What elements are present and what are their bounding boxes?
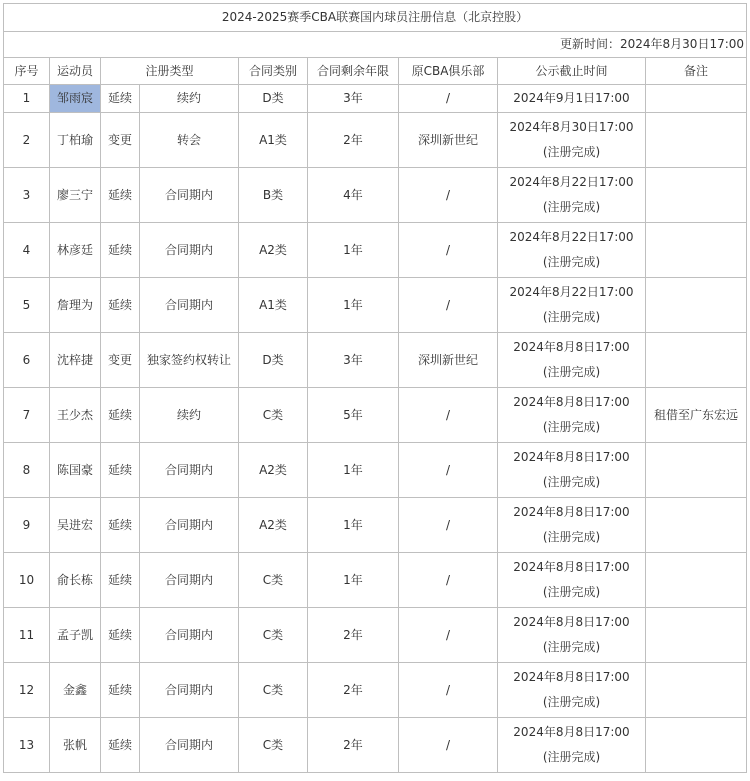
update-time: 更新时间：2024年8月30日17:00 (4, 32, 747, 58)
player-cell: 孟子凯 (50, 608, 101, 663)
former-club-cell: / (399, 553, 498, 608)
player-cell: 俞长栋 (50, 553, 101, 608)
deadline-date: 2024年8月8日17:00 (513, 670, 630, 684)
seq-cell: 6 (4, 333, 50, 388)
former-club-cell: / (399, 663, 498, 718)
registration-status: (注册完成) (542, 365, 601, 379)
note-cell (646, 498, 747, 553)
years-left-cell: 1年 (308, 498, 399, 553)
contract-type-cell: C类 (239, 388, 308, 443)
registration-status: (注册完成) (542, 310, 601, 324)
deadline-cell (498, 333, 646, 388)
registration-status: (注册完成) (542, 695, 601, 709)
note-cell (646, 718, 747, 773)
former-club-cell: / (399, 388, 498, 443)
player-cell: 詹理为 (50, 278, 101, 333)
update-row (4, 32, 747, 58)
seq-cell: 12 (4, 663, 50, 718)
note-cell (646, 333, 747, 388)
header-row (4, 58, 747, 85)
deadline-cell (498, 85, 646, 113)
deadline-cell (498, 223, 646, 278)
player-cell: 林彦廷 (50, 223, 101, 278)
deadline-cell (498, 168, 646, 223)
note-cell (646, 608, 747, 663)
player-cell: 吴进宏 (50, 498, 101, 553)
former-club-cell: / (399, 223, 498, 278)
header-contract-type: 合同类别 (239, 58, 308, 85)
former-club-cell: / (399, 443, 498, 498)
deadline-date: 2024年8月8日17:00 (513, 450, 630, 464)
seq-cell: 4 (4, 223, 50, 278)
note-cell (646, 663, 747, 718)
player-cell: 邹雨宸 (50, 85, 101, 113)
note-cell (646, 278, 747, 333)
table-row (4, 85, 747, 113)
reg-kind-cell: 延续 (101, 663, 140, 718)
reg-kind-cell: 延续 (101, 608, 140, 663)
years-left-cell: 1年 (308, 443, 399, 498)
former-club-cell: / (399, 278, 498, 333)
deadline-date: 2024年8月30日17:00 (509, 120, 634, 134)
contract-type-cell: A1类 (239, 113, 308, 168)
contract-type-cell: A2类 (239, 443, 308, 498)
seq-cell: 10 (4, 553, 50, 608)
former-club-cell: 深圳新世纪 (399, 113, 498, 168)
deadline-date: 2024年8月22日17:00 (509, 285, 634, 299)
years-left-cell: 2年 (308, 113, 399, 168)
deadline-date: 2024年8月22日17:00 (509, 175, 634, 189)
reg-kind-cell: 变更 (101, 333, 140, 388)
player-cell: 丁柏瑜 (50, 113, 101, 168)
deadline-date: 2024年8月8日17:00 (513, 505, 630, 519)
seq-cell: 1 (4, 85, 50, 113)
player-cell: 沈梓捷 (50, 333, 101, 388)
reg-subtype-cell: 合同期内 (140, 168, 239, 223)
registration-status: (注册完成) (542, 200, 601, 214)
former-club-cell: / (399, 85, 498, 113)
reg-kind-cell: 延续 (101, 223, 140, 278)
reg-kind-cell: 延续 (101, 718, 140, 773)
header-reg-type: 注册类型 (101, 58, 239, 85)
contract-type-cell: D类 (239, 85, 308, 113)
registration-table (3, 3, 747, 773)
deadline-date: 2024年8月8日17:00 (513, 725, 630, 739)
deadline-date: 2024年8月8日17:00 (513, 340, 630, 354)
contract-type-cell: C类 (239, 663, 308, 718)
table-title: 2024-2025赛季CBA联赛国内球员注册信息（北京控股） (4, 4, 747, 32)
contract-type-cell: B类 (239, 168, 308, 223)
registration-status: (注册完成) (542, 750, 601, 764)
table-row (4, 718, 747, 773)
table-row (4, 498, 747, 553)
title-row (4, 4, 747, 32)
reg-kind-cell: 延续 (101, 553, 140, 608)
header-former-club: 原CBA俱乐部 (399, 58, 498, 85)
deadline-cell (498, 498, 646, 553)
reg-subtype-cell: 续约 (140, 388, 239, 443)
table-row (4, 168, 747, 223)
seq-cell: 8 (4, 443, 50, 498)
note-cell (646, 113, 747, 168)
table-row (4, 663, 747, 718)
reg-subtype-cell: 合同期内 (140, 278, 239, 333)
deadline-cell (498, 663, 646, 718)
registration-status: (注册完成) (542, 475, 601, 489)
reg-subtype-cell: 合同期内 (140, 663, 239, 718)
deadline-date: 2024年9月1日17:00 (513, 91, 630, 105)
contract-type-cell: D类 (239, 333, 308, 388)
years-left-cell: 1年 (308, 223, 399, 278)
former-club-cell: / (399, 168, 498, 223)
seq-cell: 3 (4, 168, 50, 223)
header-deadline: 公示截止时间 (498, 58, 646, 85)
years-left-cell: 4年 (308, 168, 399, 223)
reg-subtype-cell: 独家签约权转让 (140, 333, 239, 388)
reg-subtype-cell: 转会 (140, 113, 239, 168)
years-left-cell: 2年 (308, 718, 399, 773)
note-cell (646, 168, 747, 223)
deadline-cell (498, 388, 646, 443)
table-row (4, 443, 747, 498)
seq-cell: 9 (4, 498, 50, 553)
header-years-left: 合同剩余年限 (308, 58, 399, 85)
table-row (4, 388, 747, 443)
registration-status: (注册完成) (542, 640, 601, 654)
player-cell: 金鑫 (50, 663, 101, 718)
registration-status: (注册完成) (542, 145, 601, 159)
seq-cell: 5 (4, 278, 50, 333)
contract-type-cell: A2类 (239, 498, 308, 553)
deadline-date: 2024年8月8日17:00 (513, 560, 630, 574)
deadline-cell (498, 443, 646, 498)
deadline-date: 2024年8月22日17:00 (509, 230, 634, 244)
registration-status: (注册完成) (542, 530, 601, 544)
deadline-cell (498, 278, 646, 333)
note-cell (646, 553, 747, 608)
note-cell: 租借至广东宏远 (646, 388, 747, 443)
player-cell: 陈国豪 (50, 443, 101, 498)
reg-subtype-cell: 合同期内 (140, 608, 239, 663)
deadline-cell (498, 608, 646, 663)
registration-status: (注册完成) (542, 255, 601, 269)
deadline-cell (498, 718, 646, 773)
seq-cell: 11 (4, 608, 50, 663)
former-club-cell: 深圳新世纪 (399, 333, 498, 388)
seq-cell: 7 (4, 388, 50, 443)
years-left-cell: 2年 (308, 608, 399, 663)
reg-kind-cell: 延续 (101, 498, 140, 553)
reg-subtype-cell: 合同期内 (140, 553, 239, 608)
contract-type-cell: C类 (239, 608, 308, 663)
contract-type-cell: C类 (239, 553, 308, 608)
table-row (4, 333, 747, 388)
header-note: 备注 (646, 58, 747, 85)
reg-kind-cell: 延续 (101, 278, 140, 333)
table-row (4, 553, 747, 608)
years-left-cell: 3年 (308, 85, 399, 113)
deadline-date: 2024年8月8日17:00 (513, 615, 630, 629)
note-cell (646, 223, 747, 278)
former-club-cell: / (399, 498, 498, 553)
reg-kind-cell: 延续 (101, 443, 140, 498)
header-seq: 序号 (4, 58, 50, 85)
deadline-cell (498, 553, 646, 608)
player-cell: 张帆 (50, 718, 101, 773)
former-club-cell: / (399, 718, 498, 773)
years-left-cell: 2年 (308, 663, 399, 718)
reg-kind-cell: 延续 (101, 388, 140, 443)
contract-type-cell: A2类 (239, 223, 308, 278)
reg-kind-cell: 变更 (101, 113, 140, 168)
player-cell: 廖三宁 (50, 168, 101, 223)
note-cell (646, 85, 747, 113)
years-left-cell: 3年 (308, 333, 399, 388)
registration-status: (注册完成) (542, 585, 601, 599)
reg-subtype-cell: 合同期内 (140, 718, 239, 773)
contract-type-cell: C类 (239, 718, 308, 773)
deadline-date: 2024年8月8日17:00 (513, 395, 630, 409)
years-left-cell: 1年 (308, 278, 399, 333)
reg-kind-cell: 延续 (101, 168, 140, 223)
years-left-cell: 1年 (308, 553, 399, 608)
note-cell (646, 443, 747, 498)
table-row (4, 278, 747, 333)
header-player: 运动员 (50, 58, 101, 85)
player-cell: 王少杰 (50, 388, 101, 443)
registration-status: (注册完成) (542, 420, 601, 434)
seq-cell: 2 (4, 113, 50, 168)
reg-subtype-cell: 合同期内 (140, 443, 239, 498)
deadline-cell (498, 113, 646, 168)
contract-type-cell: A1类 (239, 278, 308, 333)
former-club-cell: / (399, 608, 498, 663)
seq-cell: 13 (4, 718, 50, 773)
reg-subtype-cell: 合同期内 (140, 223, 239, 278)
reg-kind-cell: 延续 (101, 85, 140, 113)
reg-subtype-cell: 合同期内 (140, 498, 239, 553)
table-row (4, 223, 747, 278)
table-row (4, 608, 747, 663)
table-row (4, 113, 747, 168)
years-left-cell: 5年 (308, 388, 399, 443)
reg-subtype-cell: 续约 (140, 85, 239, 113)
